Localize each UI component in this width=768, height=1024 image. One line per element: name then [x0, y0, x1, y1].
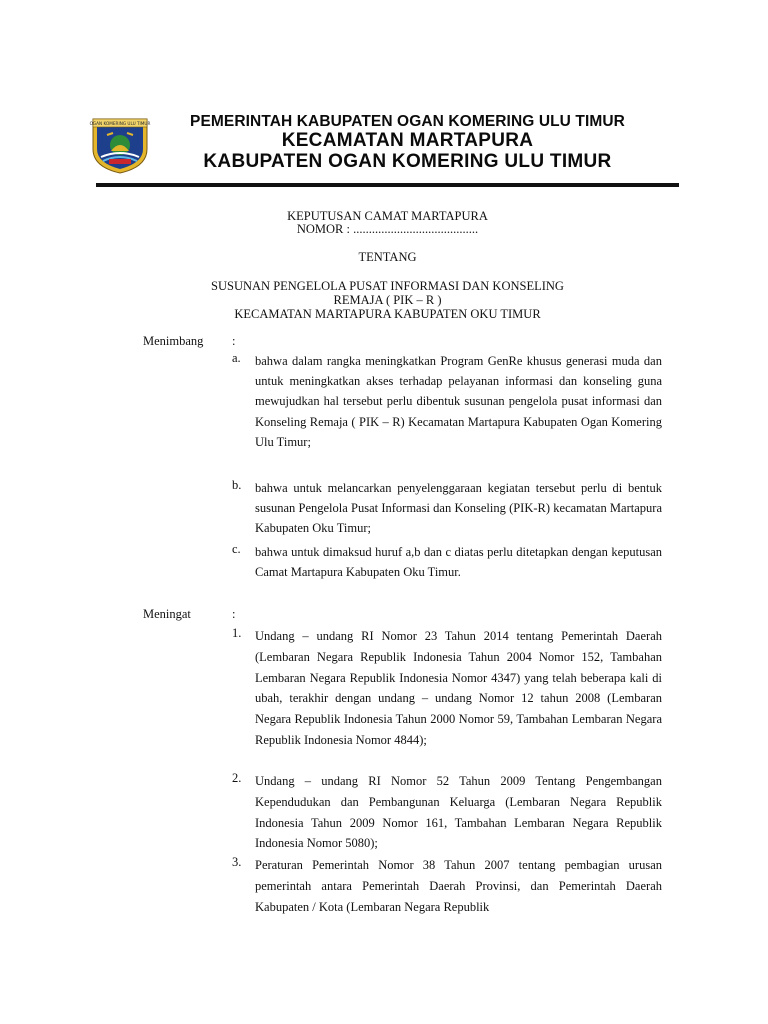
list-marker: 2.	[232, 771, 242, 785]
letterhead-line-3: KABUPATEN OGAN KOMERING ULU TIMUR	[203, 151, 612, 172]
letterhead-divider	[96, 183, 679, 187]
list-item-text: Undang – undang RI Nomor 52 Tahun 2009 Tentang Pengembangan Kependudukan dan Pembangunan Keluarga (Lembaran Negara Republik Indonesia Tahun 2009 Nomor 161, Tambahan Lembaran Negara Republik Indonesia Nomor 5080);	[255, 774, 662, 851]
list-item-text: bahwa untuk melancarkan penyelenggaraan kegiatan tersebut perlu di bentuk susunan Pengelola Pusat Informasi dan Konseling (PIK-R) kecamatan Martapura Kabupaten Oku Timur;	[255, 481, 662, 536]
list-marker: a.	[232, 351, 241, 365]
menimbang-colon: :	[232, 334, 236, 348]
decree-subject-line-3: KECAMATAN MARTAPURA KABUPATEN OKU TIMUR	[234, 307, 541, 321]
letterhead-line-2: KECAMATAN MARTAPURA	[281, 130, 534, 151]
menimbang-item	[232, 542, 662, 582]
mengingat-label: Meningat	[143, 607, 191, 621]
list-item-text: bahwa dalam rangka meningkatkan Program GenRe khusus generasi muda dan untuk meningkatkan akses terhadap pelayanan informasi dan konseling guna mewujudkan hal tersebut perlu dibentuk susunan pengelola pusat informasi dan Konseling Remaja ( PIK – R) Kecamatan Martapura Kabupaten Ogan Komering Ulu Timur;	[255, 354, 662, 449]
letterhead-line-1: PEMERINTAH KABUPATEN OGAN KOMERING ULU TIMUR	[190, 113, 625, 130]
letterhead	[150, 113, 665, 172]
list-item-text: bahwa untuk dimaksud huruf a,b dan c diatas perlu ditetapkan dengan keputusan Camat Martapura Kabupaten Oku Timur.	[255, 545, 662, 580]
regency-emblem-logo	[87, 115, 153, 175]
decree-subject-line-2: REMAJA ( PIK – R )	[333, 293, 442, 307]
list-item-text: Peraturan Pemerintah Nomor 38 Tahun 2007 tentang pembagian urusan pemerintah antara Pemerintah Daerah Provinsi, dan Pemerintah Daerah Kabupaten / Kota (Lembaran Negara Republik	[255, 858, 662, 914]
mengingat-item	[232, 771, 662, 854]
menimbang-item	[232, 351, 662, 452]
list-marker: 1.	[232, 626, 242, 640]
decree-tentang: TENTANG	[358, 250, 417, 264]
decree-subject-line-1: SUSUNAN PENGELOLA PUSAT INFORMASI DAN KONSELING	[211, 279, 564, 293]
menimbang-item	[232, 478, 662, 539]
mengingat-item	[232, 626, 662, 751]
logo-banner-text: OGAN KOMERING ULU TIMUR	[89, 121, 151, 126]
list-item-text: Undang – undang RI Nomor 23 Tahun 2014 tentang Pemerintah Daerah (Lembaran Negara Republik Indonesia Tahun 2004 Nomor 152, Tambahan Lembaran Negara Republik Indonesia Nomor 4347) yang telah beberapa kali di ubah, terakhir dengan undang – undang Nomor 12 tahun 2008 (Lembaran Negara Republik Indonesia Tahun 2000 Nomor 59, Tambahan Lembaran Negara Republik Indonesia Nomor 4844);	[255, 629, 662, 747]
list-marker: c.	[232, 542, 241, 556]
mengingat-colon: :	[232, 607, 236, 621]
decree-title: KEPUTUSAN CAMAT MARTAPURA	[287, 209, 488, 223]
list-marker: 3.	[232, 855, 242, 869]
decree-number: NOMOR : ........................................	[296, 222, 479, 236]
mengingat-item	[232, 855, 662, 917]
list-marker: b.	[232, 478, 242, 492]
menimbang-label: Menimbang	[143, 334, 204, 348]
